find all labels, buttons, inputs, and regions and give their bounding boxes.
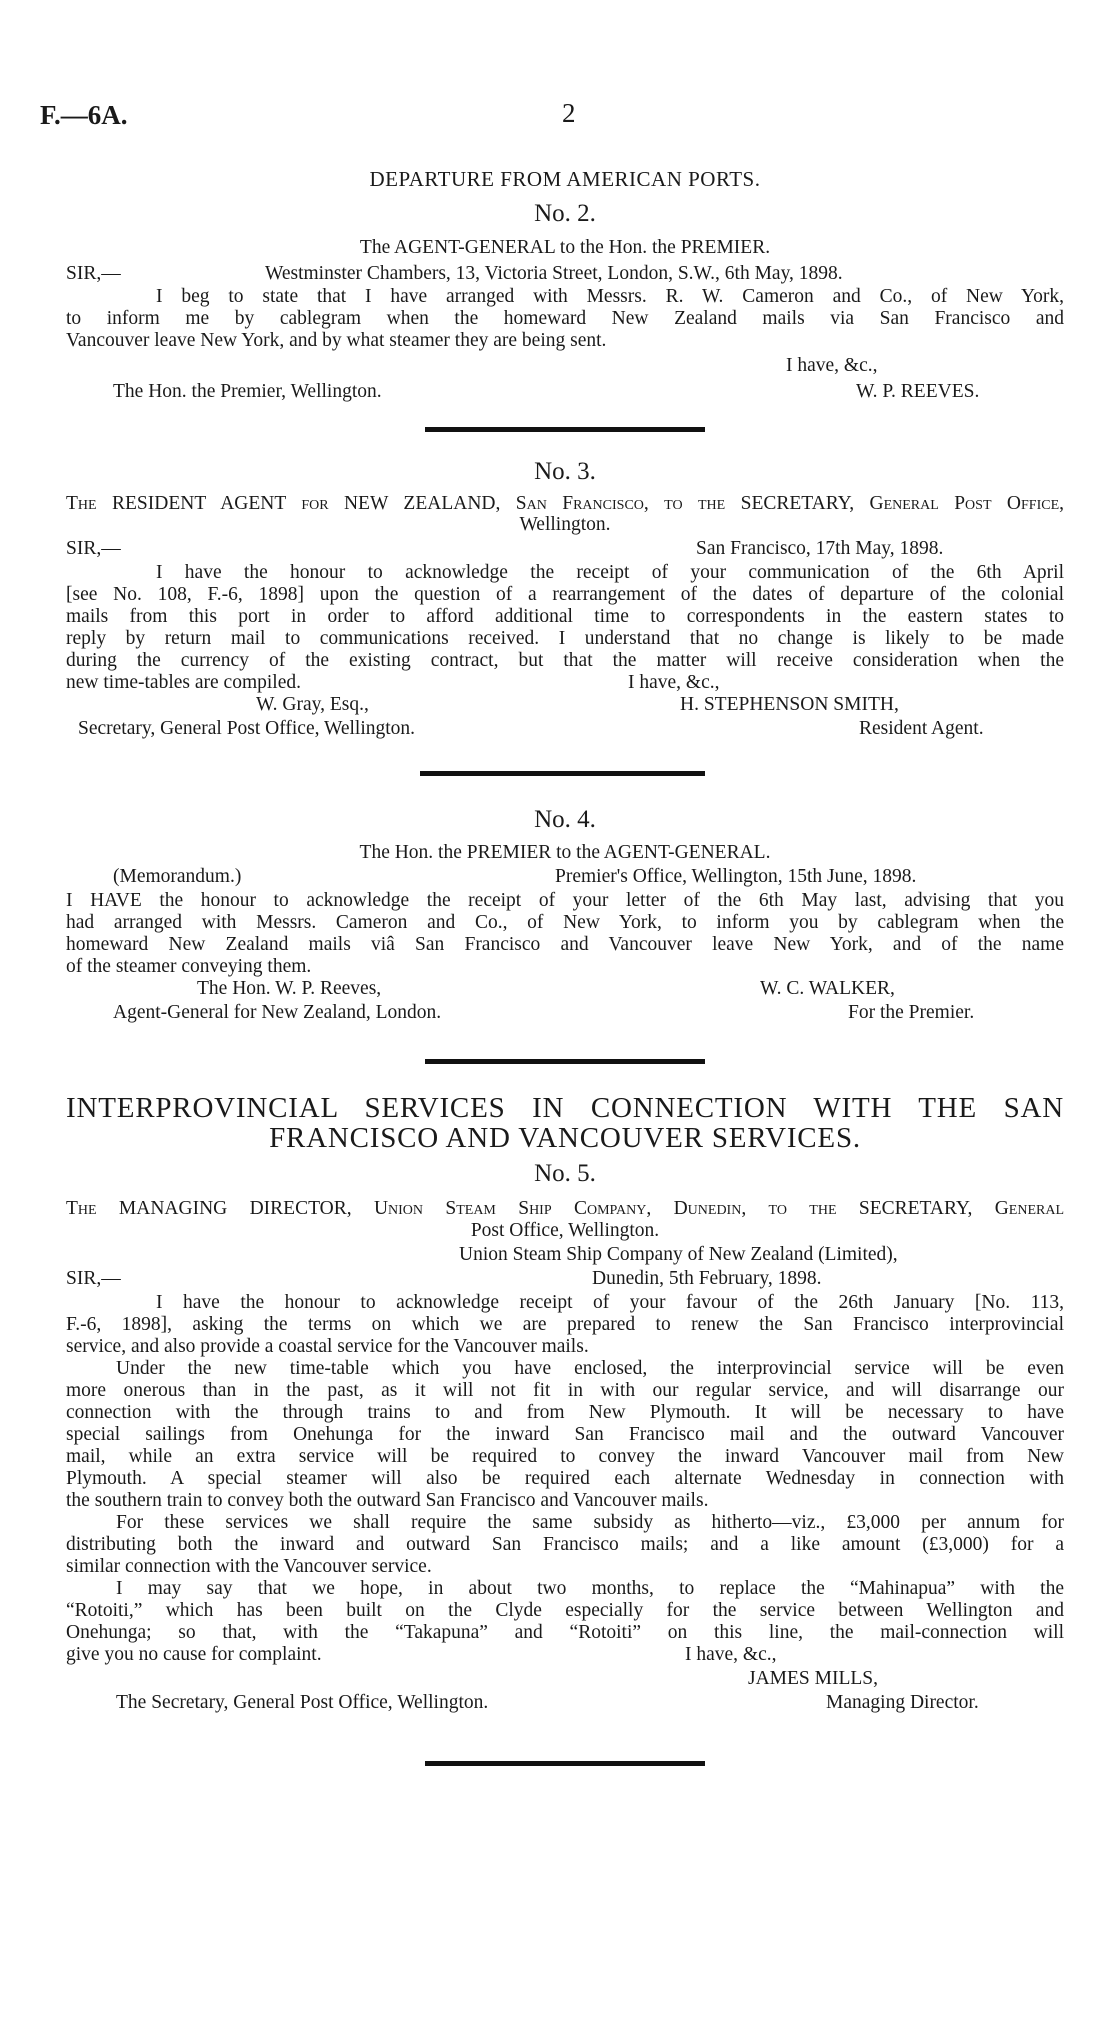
letter-4-addressee-title: Agent-General for New Zealand, London. <box>113 1002 442 1023</box>
letter-5-body-line: mail, while an extra service will be required to convey the inward Vancouver mail from New <box>66 1446 1064 1467</box>
letter-4-memo: (Memorandum.) <box>113 866 242 887</box>
page-number: 2 <box>562 98 576 128</box>
letter-3-addressee-title: Secretary, General Post Office, Wellington. <box>78 718 416 739</box>
letter-5-signature: JAMES MILLS, <box>748 1668 879 1689</box>
letter-3-closing: I have, &c., <box>628 672 720 693</box>
letter-4-addressee: The Hon. W. P. Reeves, <box>197 978 382 999</box>
letter-3-body-line: mails from this port in order to afford additional time to correspondents in the eastern states to <box>66 606 1064 627</box>
letter-5-signature-title: Managing Director. <box>826 1692 979 1713</box>
section-divider <box>425 427 705 432</box>
letter-3-body-line: reply by return mail to communications received. I understand that no change is likely to be made <box>66 628 1064 649</box>
letter-4-body-line: of the steamer conveying them. <box>66 956 312 977</box>
letter-5-body-line: Onehunga; so that, with the “Takapuna” and “Rotoiti” on this line, the mail-connection will <box>66 1622 1064 1643</box>
letter-4-body-line: had arranged with Messrs. Cameron and Co., of New York, to inform you by cablegram when the <box>66 912 1064 933</box>
letter-5-body-line: connection with the through trains to and from New Plymouth. It will be necessary to have <box>66 1402 1064 1423</box>
letter-4-body-line: homeward New Zealand mails viâ San Francisco and Vancouver leave New York, and of the name <box>66 934 1064 955</box>
letter-2-number: No. 2. <box>534 200 596 227</box>
letter-3-signature-title: Resident Agent. <box>859 718 984 739</box>
section-title-interprovincial: INTERPROVINCIAL SERVICES IN CONNECTION WITH THE SAN <box>66 1092 1064 1124</box>
letter-5-number: No. 5. <box>534 1160 596 1187</box>
letter-5-body-line: I have the honour to acknowledge receipt of your favour of the 26th January [No. 113, <box>156 1292 1064 1313</box>
section-divider <box>425 1761 705 1766</box>
letter-4-body-line: I HAVE the honour to acknowledge the receipt of your letter of the 6th May last, advising that you <box>66 890 1064 911</box>
section-divider <box>420 771 705 776</box>
letter-5-body-line: the southern train to convey both the outward San Francisco and Vancouver mails. <box>66 1490 709 1511</box>
letter-3-addressee: W. Gray, Esq., <box>256 694 369 715</box>
letter-3-body-line: new time-tables are compiled. <box>66 672 301 693</box>
letter-5-address: Dunedin, 5th February, 1898. <box>592 1268 822 1289</box>
letter-3-address: San Francisco, 17th May, 1898. <box>696 538 944 559</box>
letter-5-body-line: “Rotoiti,” which has been built on the Clyde especially for the service between Wellington and <box>66 1600 1064 1621</box>
letter-2-body-line: Vancouver leave New York, and by what steamer they are being sent. <box>66 330 607 351</box>
letter-5-addressee: The Secretary, General Post Office, Wellington. <box>116 1692 489 1713</box>
letter-5-body-line: distributing both the inward and outward San Francisco mails; and a like amount (£3,000) for a <box>66 1534 1064 1555</box>
letter-2-heading <box>66 237 1064 259</box>
letter-5-body-line: I may say that we hope, in about two months, to replace the “Mahinapua” with the <box>116 1578 1064 1599</box>
letter-2-body-line: I beg to state that I have arranged with Messrs. R. W. Cameron and Co., of New York, <box>156 286 1064 307</box>
letter-5-body-line: Plymouth. A special steamer will also be required each alternate Wednesday in connection with <box>66 1468 1064 1489</box>
document-code: F.—6A. <box>40 100 128 130</box>
letter-5-closing: I have, &c., <box>685 1644 777 1665</box>
letter-5-salutation: SIR,— <box>66 1268 121 1289</box>
letter-5-heading-cont: Post Office, Wellington. <box>470 1220 660 1241</box>
letter-5-body-line: F.-6, 1898], asking the terms on which we are prepared to renew the San Francisco interprovincial <box>66 1314 1064 1335</box>
letter-3-heading-cont: Wellington. <box>519 514 611 535</box>
letter-3-body-line: during the currency of the existing contract, but that the matter will receive consideration when the <box>66 650 1064 671</box>
letter-3-body-line: I have the honour to acknowledge the receipt of your communication of the 6th April <box>156 562 1064 583</box>
letter-4-signature: W. C. WALKER, <box>760 978 895 999</box>
letter-2-address: Westminster Chambers, 13, Victoria Street, London, S.W., 6th May, 1898. <box>265 263 843 284</box>
letter-2-body-line: to inform me by cablegram when the homeward New Zealand mails via San Francisco and <box>66 308 1064 329</box>
letter-5-body-line: more onerous than in the past, as it will not fit in with our regular service, and will disarrange our <box>66 1380 1064 1401</box>
letter-3-number: No. 3. <box>534 458 596 485</box>
letter-4-address: Premier's Office, Wellington, 15th June, 1898. <box>555 866 917 887</box>
section-title-interprovincial-cont: FRANCISCO AND VANCOUVER SERVICES. <box>269 1122 861 1154</box>
letter-5-body-line: Under the new time-table which you have enclosed, the interprovincial service will be even <box>116 1358 1064 1379</box>
letter-5-body-line: special sailings from Onehunga for the inward San Francisco mail and the outward Vancouver <box>66 1424 1064 1445</box>
letter-5-body-line: service, and also provide a coastal service for the Vancouver mails. <box>66 1336 589 1357</box>
letter-3-salutation: SIR,— <box>66 538 121 559</box>
letter-4-heading: The Hon. the PREMIER to the AGENT-GENERAL. <box>359 842 771 863</box>
letter-2-signature: W. P. REEVES. <box>856 381 980 402</box>
section-title-departure: DEPARTURE FROM AMERICAN PORTS. <box>369 167 761 191</box>
letter-3-body-line: [see No. 108, F.-6, 1898] upon the question of a rearrangement of the dates of departure of the colonial <box>66 584 1064 605</box>
letter-2-addressee: The Hon. the Premier, Wellington. <box>113 381 382 402</box>
letter-5-body-line: give you no cause for complaint. <box>66 1644 322 1665</box>
letter-5-body-line: For these services we shall require the same subsidy as hitherto—viz., £3,000 per annum for <box>116 1512 1064 1533</box>
letter-4-number: No. 4. <box>534 806 596 833</box>
section-divider <box>425 1059 705 1064</box>
letter-3-signature: H. STEPHENSON SMITH, <box>680 694 899 715</box>
letter-2-heading-text: The AGENT-GENERAL to the Hon. the PREMIER. <box>359 237 771 258</box>
letter-3-heading: The RESIDENT AGENT for NEW ZEALAND, San Francisco, to the SECRETARY, General Post Office, <box>66 493 1064 514</box>
letter-2-salutation: SIR,— <box>66 263 121 284</box>
letter-5-company: Union Steam Ship Company of New Zealand (Limited), <box>459 1244 898 1265</box>
letter-4-signature-title: For the Premier. <box>848 1002 975 1023</box>
letter-2-closing: I have, &c., <box>786 355 878 376</box>
letter-5-body-line: similar connection with the Vancouver service. <box>66 1556 432 1577</box>
letter-5-heading: The MANAGING DIRECTOR, Union Steam Ship Company, Dunedin, to the SECRETARY, General <box>66 1198 1064 1219</box>
